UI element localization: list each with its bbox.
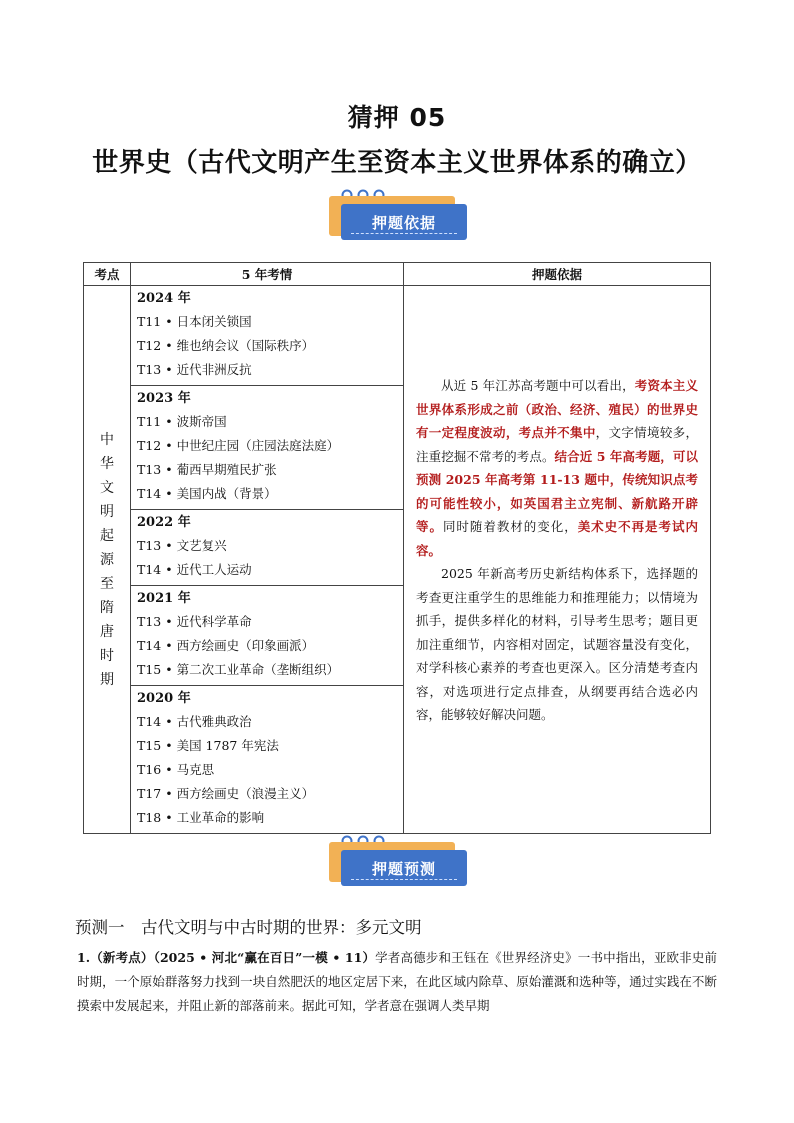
basis-text: 同时随着教材的变化， [442,519,578,534]
page-title-line2: 世界史（古代文明产生至资本主义世界体系的确立） [92,148,702,178]
year-block [131,286,403,386]
topic-char: 源 [100,551,114,568]
topic-char: 文 [100,479,114,496]
exam-table [83,262,711,834]
basis-cell [404,286,711,834]
question-text: 学者高德步和王钰在《世界经济史》一书中指出，亚欧非史前时期，一个原始群落努力找到一块自然肥沃的地区定居下来，在此区域内除草、原始灌溉和选种等，通过实践在不断摸索中发展起来，并阻止新的部落前来。据此可知，学者意在强调人类早期 [77,950,717,1013]
topic-char: 至 [100,575,114,592]
year-block [131,510,403,586]
year-label: 2023 年 [137,391,191,406]
question-number: 1. [77,950,91,965]
topic-char: 隋 [100,599,114,616]
list-item: T14 • 美国内战（背景） [137,486,277,501]
section-title: 预测一 古代文明与中古时期的世界：多元文明 [75,918,422,937]
list-item: T14 • 近代工人运动 [137,562,252,577]
list-item: T15 • 第二次工业革命（垄断组织） [137,662,340,677]
basis-badge [329,186,469,246]
list-item: T13 • 文艺复兴 [137,538,227,553]
year-block [131,586,403,686]
topic-char: 唐 [100,623,114,640]
year-block [131,686,403,833]
table-row [84,286,711,834]
list-item: T14 • 古代雅典政治 [137,714,252,729]
list-item: T11 • 波斯帝国 [137,414,227,429]
topic-char: 明 [100,503,114,520]
forecast-badge-label: 押题预测 [341,850,467,886]
year-label: 2024 年 [137,291,191,306]
table-header-row [84,263,711,286]
basis-badge-label: 押题依据 [341,204,467,240]
basis-text: ，文字情境较多，注重挖掘不常考的考点。 [416,425,698,464]
forecast-badge [329,832,469,892]
basis-highlight: 结合近 5 年高考题，可以预测 2025 年高考第 11-13 题中，传统知识点考的可能性较小，如英国君主立宪制、新航路开辟等。 [416,448,698,534]
year-label: 2021 年 [137,591,191,606]
list-item: T13 • 近代非洲反抗 [137,362,252,377]
question-tag: （新考点）（2025 • 河北“赢在百日”一模 • 11） [90,950,376,965]
topic-char: 时 [100,647,114,664]
topic-cell [84,286,131,834]
topic-char: 中 [100,431,114,448]
list-item: T13 • 葡西早期殖民扩张 [137,462,277,477]
header-topic: 考点 [84,263,131,286]
list-item: T17 • 西方绘画史（浪漫主义） [137,786,315,801]
topic-char: 华 [100,455,114,472]
topic-char: 期 [100,671,114,688]
list-item: T18 • 工业革命的影响 [137,810,265,825]
basis-highlight: 美术史不再是考试内容。 [416,519,698,558]
list-item: T12 • 维也纳会议（国际秩序） [137,338,315,353]
list-item: T12 • 中世纪庄园（庄园法庭法庭） [137,438,340,453]
basis-text: 从近 5 年江苏高考题中可以看出， [441,378,635,393]
basis-paragraph-2: 2025 年新高考历史新结构体系下，选择题的考查更注重学生的思维能力和推理能力；以情境为抓手，提供多样化的材料，引导考生思考；题目更加注重细节，内容相对固定，试题容量没有变化，对学科核心素养的考查也更深入。区分清楚考查内容，对选项进行定点排查，从纲要再结合选必内容，能够较好解决问题。 [416,566,698,722]
history-cell [131,286,404,834]
basis-highlight: 考资本主义世界体系形成之前（政治、经济、殖民）的世界史有一定程度波动，考点并不集中 [416,378,698,440]
header-basis: 押题依据 [404,263,711,286]
year-label: 2020 年 [137,691,191,706]
question-1 [77,946,717,1018]
list-item: T13 • 近代科学革命 [137,614,252,629]
year-block [131,386,403,510]
list-item: T15 • 美国 1787 年宪法 [137,738,279,753]
basis-paragraph-1 [416,374,698,562]
header-history: 5 年考情 [131,263,404,286]
list-item: T11 • 日本闭关锁国 [137,314,252,329]
topic-char: 起 [100,527,114,544]
page-title-line1: 猜押 05 [347,103,447,132]
list-item: T16 • 马克思 [137,762,215,777]
list-item: T14 • 西方绘画史（印象画派） [137,638,315,653]
year-label: 2022 年 [137,515,191,530]
